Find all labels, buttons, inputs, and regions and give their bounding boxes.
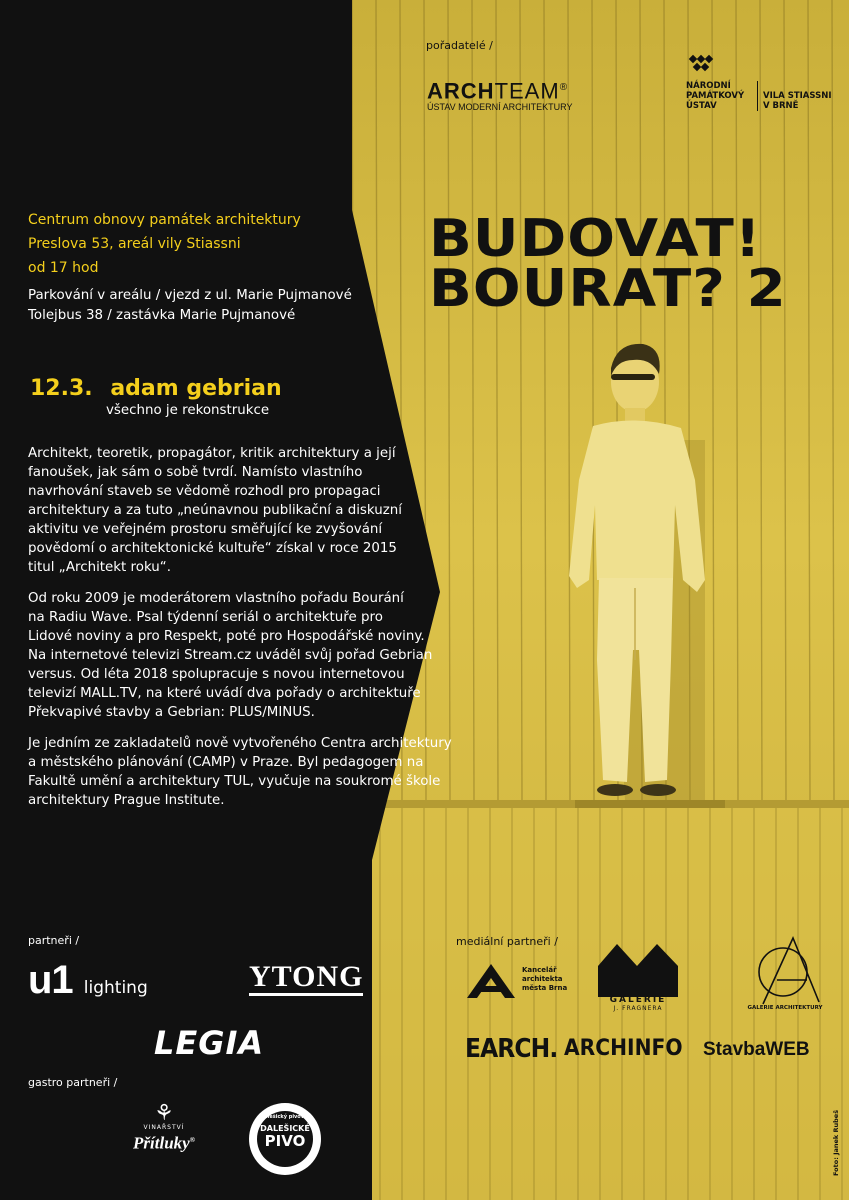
vila-line2: V BRNĚ <box>763 101 799 111</box>
dalesicke-top: Dalešický pivovar <box>260 1114 310 1120</box>
npu-line1: NÁRODNÍ <box>686 81 731 91</box>
archteam-name-b: TEAM <box>494 78 560 104</box>
dalesicke-line1: DALEŠICKÉ <box>260 1124 310 1133</box>
galerie-fragnera-text <box>597 995 679 1012</box>
kancelar-line2: architekta <box>522 975 563 983</box>
bus-line: Tolejbus 38 / zastávka Marie Pujmanové <box>28 308 296 323</box>
parking-line: Parkování v areálu / vjezd z ul. Marie Pujmanové <box>28 288 352 303</box>
archteam-reg: ® <box>559 82 569 93</box>
galerie-line2: J. FRAGNERA <box>613 1005 663 1012</box>
media-label: mediální partneři / <box>456 935 558 948</box>
title-line1: BUDOVAT! <box>429 209 762 269</box>
npu-line2: PAMÁTKOVÝ <box>686 91 745 101</box>
speaker-photo <box>555 330 745 810</box>
galerie-line1: GALERIE <box>609 995 667 1005</box>
galerie-fragnera-icon <box>597 942 679 998</box>
archteam-logo <box>427 77 573 113</box>
npu-logo-icon <box>688 54 720 76</box>
npu-line3: ÚSTAV <box>686 101 717 111</box>
npu-text <box>686 81 744 111</box>
legia-logo: LEGIA <box>154 1024 265 1062</box>
lecture-speaker: adam gebrian <box>110 376 282 401</box>
pritluky-name: Přítluky <box>133 1133 190 1153</box>
partners-label: partneři / <box>28 934 80 947</box>
transport-info <box>28 286 352 326</box>
u1-mark: u1 <box>28 958 73 1002</box>
organizers-label: pořadatelé / <box>426 39 493 52</box>
lecture-subtitle: všechno je rekonstrukce <box>106 403 270 418</box>
ytong-logo: YTONG <box>249 962 363 996</box>
vila-text <box>763 91 832 111</box>
galerie-architektury-icon <box>749 934 823 1008</box>
venue-line3: od 17 hod <box>28 260 99 276</box>
pritluky-vp-icon: ⚘ <box>154 1100 174 1125</box>
dalesicke-line2: PIVO <box>264 1132 306 1150</box>
venue-line2: Preslova 53, areál vily Stiassni <box>28 236 241 252</box>
title-line2: BOURAT? 2 <box>429 259 787 319</box>
archinfo-logo: ARCHINFO <box>564 1036 683 1061</box>
bio-paragraph-1: Architekt, teoretik, propagátor, kritik architektury a její fanoušek, jak sám o sobě tvrdí. Namísto vlastního navrhování staveb se vědomě rozhodl pro propagaci architektury a za tuto „neúnavnou publikační a diskuzní aktivitu ve veřejném prostoru směřující ke zvyšování povědomí o architektonické kultuře“ získal v roce 2015 titul „Architekt roku“. <box>28 446 402 575</box>
archteam-subtitle: ÚSTAV MODERNÍ ARCHITEKTURY <box>427 102 573 113</box>
bio-paragraph-2: Od roku 2009 je moderátorem vlastního pořadu Bourání na Radiu Wave. Psal týdenní seriál o architektuře pro Lidové noviny a pro Respekt, poté pro Hospodářské noviny. Na internetové televizi Stream.cz uváděl svůj pořad Gebrian versus. Od léta 2018 spolupracuje s novou internetovou televizí MALL.TV, na které uvádí dva pořady o architektuře Překvapivé stavby a Gebrian: PLUS/MINUS. <box>28 591 433 720</box>
stavbaweb-logo: StavbaWEB <box>703 1039 810 1060</box>
gastro-label: gastro partneři / <box>28 1076 118 1089</box>
kancelar-line3: města Brna <box>522 984 568 992</box>
u1-lighting-logo <box>28 958 148 1002</box>
pritluky-logo <box>118 1102 210 1153</box>
archteam-name-a: ARCH <box>427 78 495 104</box>
poster-title <box>429 209 787 319</box>
vila-line1: VILA STIASSNI <box>763 91 832 101</box>
kancelar-a-icon <box>465 962 517 1000</box>
venue-line1: Centrum obnovy památek architektury <box>28 212 301 228</box>
kancelar-line1: Kancelář <box>522 966 557 974</box>
venue-info <box>28 210 301 278</box>
u1-sub: lighting <box>83 978 148 998</box>
earch-logo: EARCH. <box>465 1034 558 1064</box>
galerie-architektury-text: GALERIE ARCHITEKTURY <box>747 1005 823 1011</box>
lecture-date: 12.3. <box>30 376 93 401</box>
organizers-divider <box>757 81 758 111</box>
photo-credit: Foto: Janek Rubeš <box>832 1109 840 1176</box>
pritluky-reg: ® <box>189 1136 195 1144</box>
dalesicke-logo <box>249 1103 321 1175</box>
pritluky-top: VINAŘSTVÍ <box>143 1124 185 1131</box>
kancelar-text <box>522 966 567 993</box>
bio-paragraph-3: Je jedním ze zakladatelů nově vytvořeného Centra architektury a městského plánování (CAMP) v Praze. Byl pedagogem na Fakultě umění a architektury TUL, vyučuje na soukromé škole architektury Prague Institute. <box>28 736 452 808</box>
lecture-heading <box>30 376 282 402</box>
